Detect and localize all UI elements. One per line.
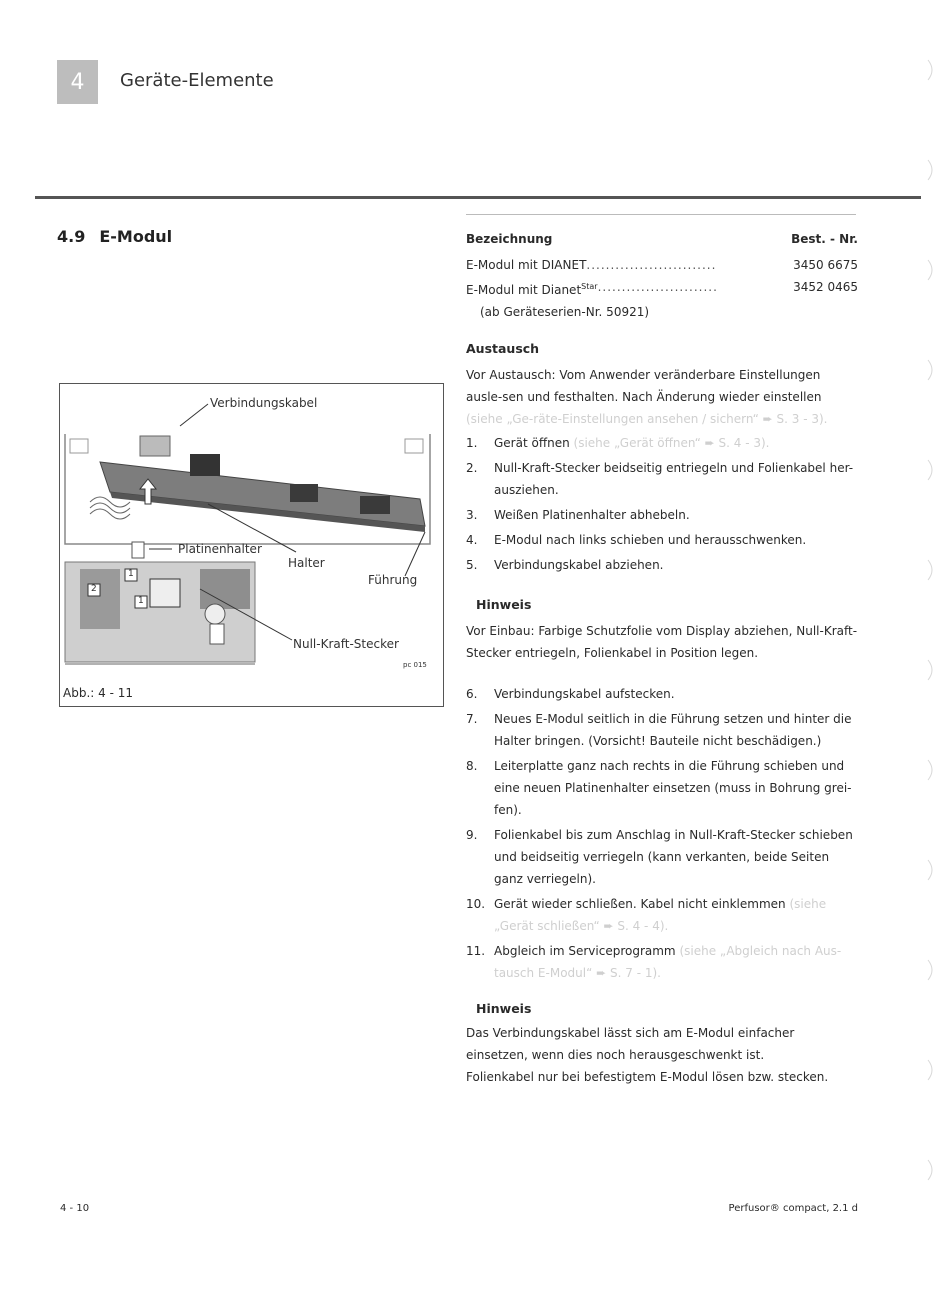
leader-dots: ........................... <box>586 258 717 272</box>
list-item: 2. Null-Kraft-Stecker beidseitig entriegeln und Folienkabel her-ausziehen. <box>466 461 854 497</box>
marker-1: 1 <box>128 569 134 579</box>
order-number: 3452 0465 <box>793 280 858 294</box>
list-item: 11. Abgleich im Serviceprogramm (siehe „Abgleich nach Aus-tausch E-Modul“ ➨ S. 7 - 1). <box>466 944 842 980</box>
section-title: E-Modul <box>99 227 173 246</box>
austausch-heading: Austausch <box>466 341 540 356</box>
intro-crossref: (siehe „Ge-räte-Einstellungen ansehen / sichern“ ➨ S. 3 - 3). <box>466 412 828 426</box>
list-item: 1. Gerät öffnen (siehe „Gerät öffnen“ ➨ S. 4 - 3). <box>466 436 770 450</box>
page-number: 4 - 10 <box>60 1203 90 1214</box>
part-name: E-Modul mit Dianet$^{Star}$ <box>466 282 598 297</box>
header-divider <box>35 196 921 199</box>
col-order-no: Best. - Nr. <box>791 232 858 246</box>
marker-1b: 1 <box>138 596 144 606</box>
parts-row <box>466 276 858 301</box>
steps-list-b <box>466 683 858 987</box>
austausch-intro: Vor Austausch: Vom Anwender veränderbare Einstellungen ausle-sen und festhalten. Nach Änderung wieder einstellen (siehe „Ge-räte-Einstellungen ansehen / sichern“ ➨ S. 3 - 3). <box>466 368 828 426</box>
section-number: 4.9 <box>57 227 86 246</box>
list-item: 6. Verbindungskabel aufstecken. <box>466 687 675 701</box>
list-item: 9. Folienkabel bis zum Anschlag in Null-Kraft-Stecker schieben und beidseitig verriegeln (kann verkanten, beide Seiten ganz verriegeln). <box>466 828 853 886</box>
hinweis-text: Vor Einbau: Farbige Schutzfolie vom Display abziehen, Null-Kraft-Stecker entriegeln, Folienkabel in Position legen. <box>466 624 858 660</box>
marker-2: 2 <box>91 584 97 594</box>
scan-margin-marks <box>910 20 940 1270</box>
figure-e-modul <box>59 383 444 707</box>
label-verbindungskabel: Verbindungskabel <box>210 396 318 410</box>
col-designation: Bezeichnung <box>466 232 553 246</box>
part-name-superscript: Star <box>581 282 598 291</box>
list-item: 4. E-Modul nach links schieben und herausschwenken. <box>466 533 807 547</box>
hinweis-heading: Hinweis <box>476 1001 532 1016</box>
section-heading <box>57 227 186 246</box>
order-number: 3450 6675 <box>793 258 858 272</box>
list-item: 7. Neues E-Modul seitlich in die Führung setzen und hinter die Halter bringen. (Vorsicht! Bauteile nicht beschädigen.) <box>466 712 852 748</box>
list-item: 10. Gerät wieder schließen. Kabel nicht einklemmen (siehe „Gerät schließen“ ➨ S. 4 - 4). <box>466 897 827 933</box>
hinweis-text: Das Verbindungskabel lässt sich am E-Modul einfacher einsetzen, wenn dies noch herausgeschwenkt ist. Folienkabel nur bei befestigtem E-Modul lösen bzw. stecken. <box>466 1026 829 1084</box>
label-platinenhalter: Platinenhalter <box>178 542 262 556</box>
steps-list-a <box>466 432 858 579</box>
label-halter: Halter <box>288 556 325 570</box>
list-item: 3. Weißen Platinenhalter abhebeln. <box>466 508 690 522</box>
parts-note: (ab Geräteserien-Nr. 50921) <box>480 305 650 319</box>
figure-caption: Abb.: 4 - 11 <box>63 686 133 700</box>
document-id: Perfusor® compact, 2.1 d <box>728 1203 858 1214</box>
parts-table-header <box>466 228 858 250</box>
chapter-title: Geräte-Elemente <box>120 70 274 91</box>
right-column-top-rule <box>466 214 856 215</box>
parts-table <box>466 254 858 323</box>
chapter-number-box: 4 <box>57 60 98 104</box>
label-fuehrung: Führung <box>368 573 418 587</box>
leader-dots: ......................... <box>597 280 718 294</box>
part-name: E-Modul mit DIANET <box>466 258 587 272</box>
list-item: 8. Leiterplatte ganz nach rechts in die Führung schieben und eine neuen Platinenhalter einsetzen (muss in Bohrung grei-fen). <box>466 759 852 817</box>
hinweis-heading: Hinweis <box>476 597 532 612</box>
parts-row <box>466 254 858 276</box>
list-item: 5. Verbindungskabel abziehen. <box>466 558 664 572</box>
e-modul-illustration <box>60 384 443 679</box>
figure-code: pc 015 <box>403 661 427 669</box>
label-null-kraft-stecker: Null-Kraft-Stecker <box>293 637 399 651</box>
